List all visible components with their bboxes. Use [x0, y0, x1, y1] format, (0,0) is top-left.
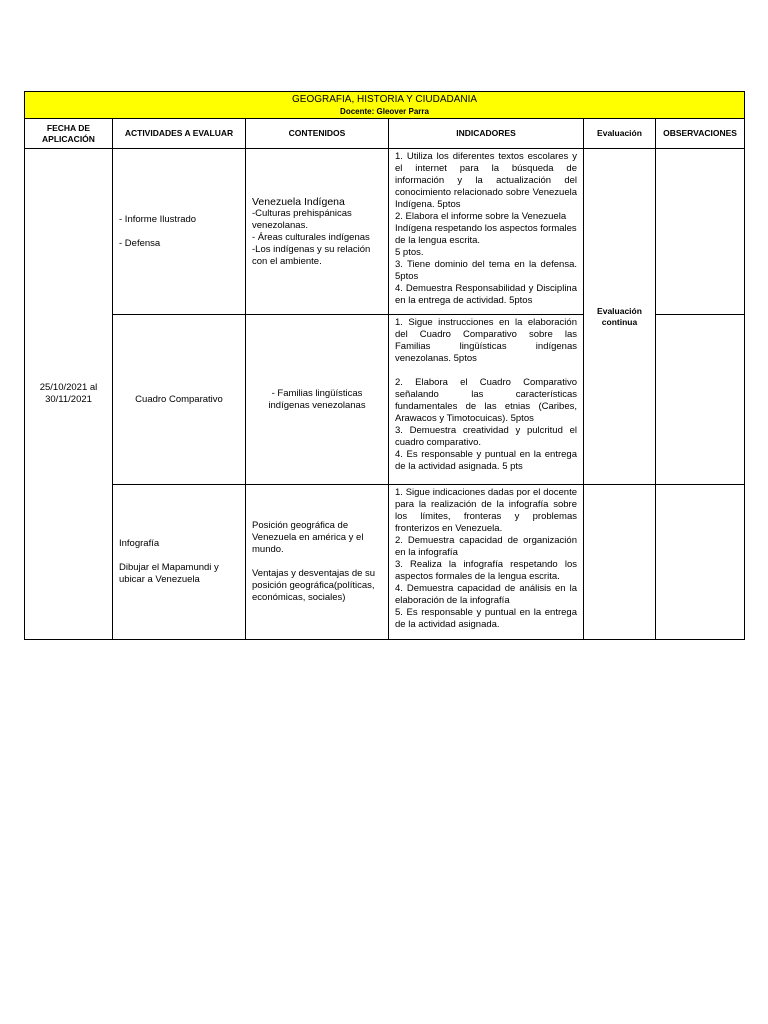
observations-cell — [656, 149, 745, 315]
title-row — [25, 92, 745, 119]
contents-cell: Posición geográfica de Venezuela en américa y el mundo. Ventajas y desventajas de su posición geográfica(políticas, económicas, sociales) — [246, 485, 389, 640]
col-header-observaciones: OBSERVACIONES — [656, 119, 745, 149]
activities-cell: - Informe Ilustrado - Defensa — [113, 149, 246, 315]
indicators-cell: 1. Sigue indicaciones dadas por el docente para la realización de la infografía sobre los límites, fronteras y problemas fronterizos en Venezuela. 2. Demuestra capacidad de organización en la infografía 3. Realiza la infografía respetando los aspectos formales de la lengua escrita. 4. Demuestra capacidad de análisis en la elaboración de la infografía 5. Es responsable y puntual en la entrega de la actividad asignada. — [389, 485, 584, 640]
indicators-cell: 1. Sigue instrucciones en la elaboración del Cuadro Comparativo sobre las Familias lingüísticas indígenas venezolanas. 5ptos 2. Elabora el Cuadro Comparativo señalando las características fundamentales de las etnias (Caribes, Arawacos y Timotocuicas). 5ptos 3. Demuestra creatividad y pulcritud el cuadro comparativo. 4. Es responsable y puntual en la entrega de la actividad asignada. 5 pts — [389, 315, 584, 485]
contents-cell: Venezuela Indígena -Culturas prehispánicas venezolanas. - Áreas culturales indígenas -Los indígenas y su relación con el ambiente. — [246, 149, 389, 315]
col-header-indicadores: INDICADORES — [389, 119, 584, 149]
observations-cell — [656, 485, 745, 640]
application-date: 25/10/2021 al 30/11/2021 — [25, 149, 113, 640]
table-row — [25, 485, 745, 640]
subject-title: GEOGRAFIA, HISTORIA Y CIUDADANIA — [292, 93, 478, 105]
contents-cell: - Familias lingüísticas indígenas venezolanas — [246, 315, 389, 485]
planning-sheet — [24, 91, 744, 640]
indicators-cell: 1. Utiliza los diferentes textos escolares y el internet para la búsqueda de información y la actualización del conocimiento relacionado sobre Venezuela Indígena. 5ptos 2. Elabora el informe sobre la Venezuela Indígena respetando los aspectos formales de la lengua escrita. 5 ptos. 3. Tiene dominio del tema en la defensa. 5ptos 4. Demuestra Responsabilidad y Disciplina en la entrega de actividad. 5ptos — [389, 149, 584, 315]
col-header-evaluacion: Evaluación — [584, 119, 656, 149]
table-row — [25, 149, 745, 315]
activities-cell: Infografía Dibujar el Mapamundi y ubicar a Venezuela — [113, 485, 246, 640]
evaluation-cell — [584, 485, 656, 640]
col-header-contenidos: CONTENIDOS — [246, 119, 389, 149]
evaluation-plan-table — [24, 91, 745, 640]
header-row — [25, 119, 745, 149]
teacher-name: Docente: Gleover Parra — [340, 106, 429, 116]
observations-cell — [656, 315, 745, 485]
title-banner — [25, 92, 745, 119]
activities-cell: Cuadro Comparativo — [113, 315, 246, 485]
evaluation-type: Evaluación continua — [584, 149, 656, 485]
col-header-fecha: FECHA DE APLICACIÓN — [25, 119, 113, 149]
col-header-actividades: ACTIVIDADES A EVALUAR — [113, 119, 246, 149]
